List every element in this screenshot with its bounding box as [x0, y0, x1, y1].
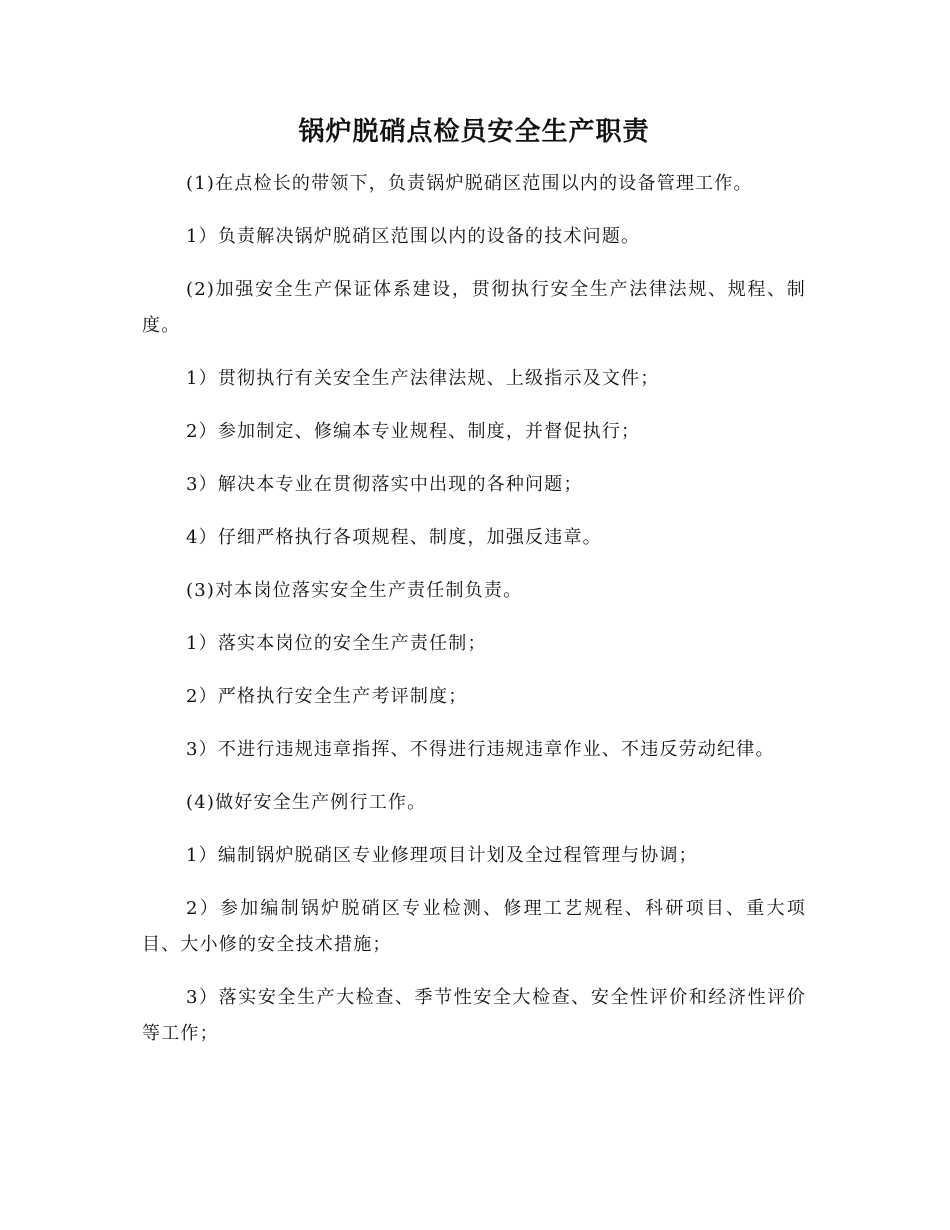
paragraph: 1）落实本岗位的安全生产责任制； — [186, 633, 487, 654]
paragraph: (3)对本岗位落实安全生产责任制负责。 — [186, 580, 523, 601]
paragraph: 1）贯彻执行有关安全生产法律法规、上级指示及文件； — [186, 368, 660, 389]
paragraph: 3）落实安全生产大检查、季节性安全大检查、安全性评价和经济性评价等工作； — [142, 987, 806, 1044]
document-page — [142, 112, 806, 1069]
paragraph: 3）解决本专业在贯彻落实中出现的各种问题； — [186, 474, 583, 495]
paragraph: 1）编制锅炉脱硝区专业修理项目计划及全过程管理与协调； — [186, 845, 698, 866]
document-title: 锅炉脱硝点检员安全生产职责 — [298, 117, 650, 147]
paragraph: 3）不进行违规违章指挥、不得进行违规违章作业、不违反劳动纪律。 — [186, 739, 775, 760]
paragraph: 4）仔细严格执行各项规程、制度，加强反违章。 — [186, 527, 602, 548]
paragraph: (4)做好安全生产例行工作。 — [186, 792, 427, 813]
paragraph: (1)在点检长的带领下，负责锅炉脱硝区范围以内的设备管理工作。 — [186, 173, 753, 194]
paragraph: 1）负责解决锅炉脱硝区范围以内的设备的技术问题。 — [186, 226, 641, 247]
paragraph: 2）严格执行安全生产考评制度； — [186, 686, 468, 707]
paragraph: 2）参加制定、修编本专业规程、制度，并督促执行； — [186, 421, 641, 442]
paragraph: (2)加强安全生产保证体系建设，贯彻执行安全生产法律法规、规程、制度。 — [142, 279, 806, 336]
paragraph: 2）参加编制锅炉脱硝区专业检测、修理工艺规程、科研项目、重大项目、大小修的安全技术措施； — [142, 898, 806, 955]
